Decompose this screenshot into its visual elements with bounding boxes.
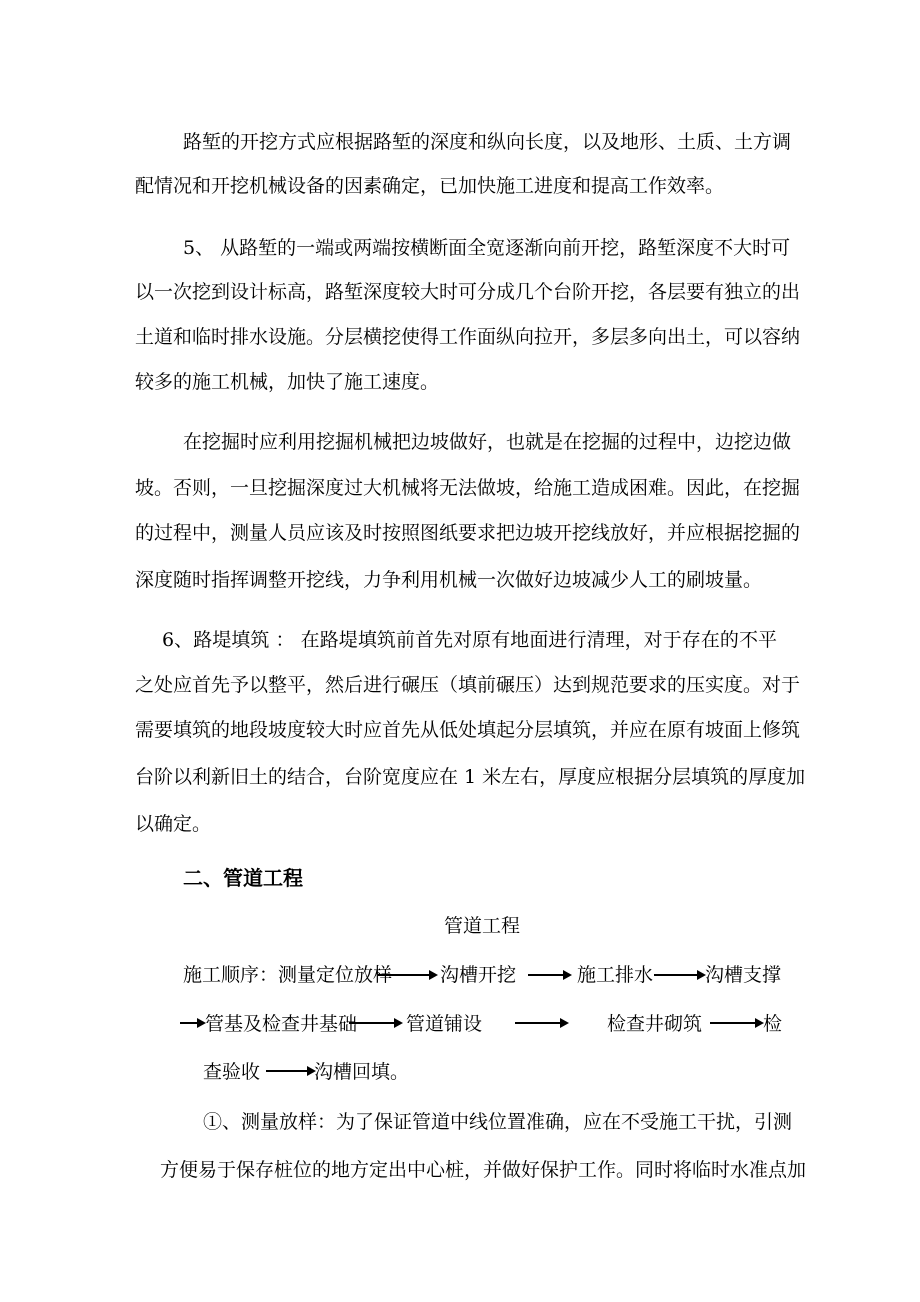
p3-line-3: 的过程中，测量人员应该及时按照图纸要求把边坡开挖线放好，并应根据挖掘的	[135, 522, 801, 544]
flow-step-trench-support: 沟槽支撑	[705, 964, 782, 986]
p3-line-2: 坡。否则，一旦挖掘深度过大机械将无法做坡，给施工造成困难。因此，在挖掘	[135, 477, 801, 499]
flow-title: 管道工程	[444, 915, 521, 937]
flow-step-inspection-part1: 检	[763, 1013, 783, 1035]
flow-prefix: 施工顺序：	[183, 964, 279, 986]
p2-line-3: 土道和临时排水设施。分层横挖使得工作面纵向拉开，多层多向出土，可以容纳	[135, 326, 801, 348]
p1-line-1: 路堑的开挖方式应根据路堑的深度和纵向长度，以及地形、土质、土方调	[183, 131, 792, 153]
flow-arrow-2	[528, 974, 570, 976]
p2-line-4: 较多的施工机械，加快了施工速度。	[135, 371, 440, 393]
p5-line-2: 方便易于保存桩位的地方定出中心桩，并做好保护工作。同时将临时水准点加	[160, 1159, 807, 1181]
flow-arrow-5	[349, 1022, 401, 1024]
flow-step-manhole: 检查井砌筑	[607, 1013, 703, 1035]
flow-step-foundation: 管基及检查井基础	[205, 1013, 358, 1035]
p4-line-5: 以确定。	[135, 813, 212, 835]
flow-step-drainage: 施工排水	[577, 964, 654, 986]
flow-step-survey: 测量定位放样	[278, 964, 393, 986]
flow-arrow-1	[378, 974, 436, 976]
p4-line-2: 之处应首先予以整平，然后进行碾压（填前碾压）达到规范要求的压实度。对于	[135, 674, 801, 696]
p5-line-1: ①、测量放样：为了保证管道中线位置准确，应在不受施工干扰，引测	[203, 1111, 793, 1133]
p4-line-4: 台阶以利新旧土的结合，台阶宽度应在 1 米左右，厚度应根据分层填筑的厚度加	[135, 766, 806, 788]
flow-arrow-7	[710, 1022, 762, 1024]
flow-arrow-6	[515, 1022, 567, 1024]
p3-line-4: 深度随时指挥调整开挖线，力争利用机械一次做好边坡减少人工的刷坡量。	[135, 569, 763, 591]
section-heading: 二、管道工程	[183, 866, 303, 890]
flow-step-backfill: 沟槽回填。	[314, 1061, 410, 1083]
flow-step-pipe-laying: 管道铺设	[406, 1013, 483, 1035]
p2-line-1: 5、 从路堑的一端或两端按横断面全宽逐渐向前开挖，路堑深度不大时可	[183, 237, 791, 259]
p4-line-3: 需要填筑的地段坡度较大时应首先从低处填起分层填筑，并应在原有坡面上修筑	[135, 719, 801, 741]
flow-arrow-8	[266, 1070, 314, 1072]
flow-arrow-3	[654, 974, 704, 976]
p4-line-1: 6、路堤填筑 ： 在路堤填筑前首先对原有地面进行清理，对于存在的不平	[162, 629, 777, 651]
p2-line-2: 以一次挖到设计标高，路堑深度较大时可分成几个台阶开挖，各层要有独立的出	[135, 281, 801, 303]
flow-arrow-4	[180, 1022, 204, 1024]
p1-line-2: 配情况和开挖机械设备的因素确定，已加快施工进度和提高工作效率。	[135, 175, 725, 197]
flow-step-trench-excavation: 沟槽开挖	[440, 964, 517, 986]
flow-step-inspection-part2: 查验收	[203, 1061, 261, 1083]
p3-line-1: 在挖掘时应利用挖掘机械把边坡做好，也就是在挖掘的过程中，边挖边做	[183, 431, 792, 453]
